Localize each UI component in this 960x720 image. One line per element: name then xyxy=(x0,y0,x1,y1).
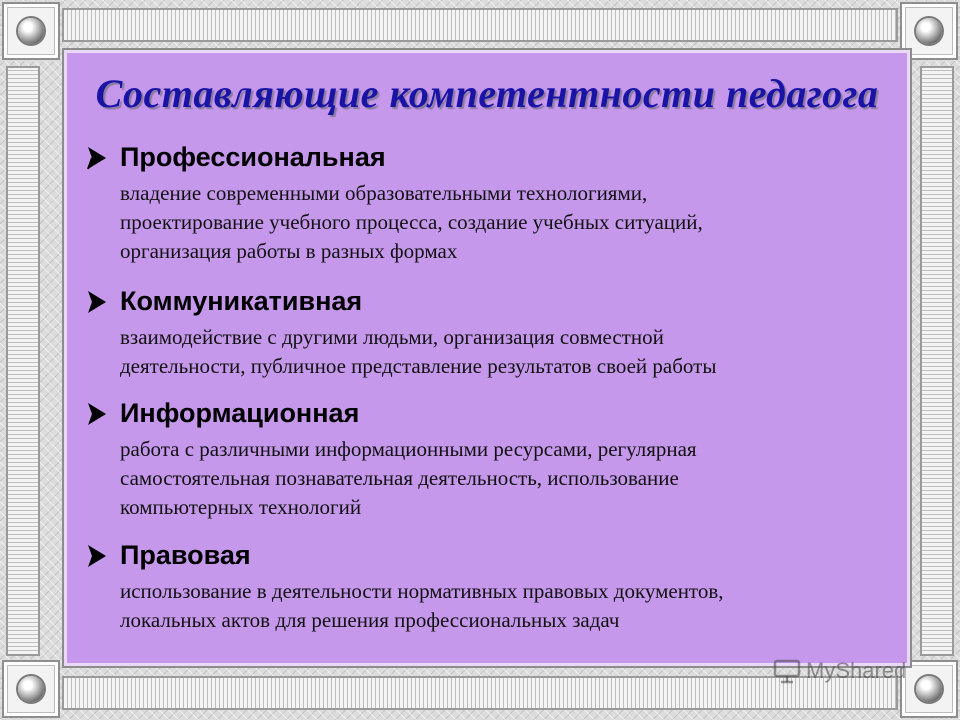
item-heading: Коммуникативная xyxy=(120,286,363,316)
arrow-bullet-icon xyxy=(84,399,112,429)
arrow-bullet-icon xyxy=(84,287,112,317)
description-line: владение современными образовательными технологиями, xyxy=(120,181,648,205)
watermark-text: MyShared xyxy=(806,658,907,683)
item-description xyxy=(120,179,884,266)
watermark xyxy=(772,658,906,684)
item-description xyxy=(120,577,884,635)
corner-bolt-icon xyxy=(2,2,60,60)
corner-bolt-icon xyxy=(900,660,958,718)
slide-panel xyxy=(62,48,912,683)
description-line: работа с различными информационными ресурсами, регулярная xyxy=(120,437,697,461)
arrow-bullet-icon xyxy=(84,541,112,571)
description-line: компьютерных технологий xyxy=(120,495,362,519)
item-heading: Правовая xyxy=(120,540,251,570)
description-line: организация работы в разных формах xyxy=(120,239,458,263)
frame-rail-top xyxy=(62,8,898,42)
presentation-icon xyxy=(772,658,802,684)
item-description xyxy=(120,323,884,381)
list-item xyxy=(84,142,884,266)
corner-bolt-icon xyxy=(2,660,60,718)
description-line: взаимодействие с другими людьми, организация совместной xyxy=(120,325,664,349)
item-description xyxy=(120,435,884,522)
list-item xyxy=(84,540,884,635)
item-heading: Информационная xyxy=(120,398,360,428)
slide-title: Составляющие компетентности педагога xyxy=(95,71,879,116)
arrow-bullet-icon xyxy=(84,143,112,173)
description-line: локальных актов для решения профессиональных задач xyxy=(120,608,620,632)
description-line: проектирование учебного процесса, создание учебных ситуаций, xyxy=(120,210,703,234)
list-item xyxy=(84,286,884,381)
item-heading: Профессиональная xyxy=(120,142,386,172)
frame-rail-right xyxy=(920,66,954,656)
description-line: самостоятельная познавательная деятельность, использование xyxy=(120,466,679,490)
list-item xyxy=(84,398,884,522)
description-line: деятельности, публичное представление результатов своей работы xyxy=(120,354,717,378)
description-line: использование в деятельности нормативных правовых документов, xyxy=(120,579,724,603)
frame-rail-left xyxy=(6,66,40,656)
